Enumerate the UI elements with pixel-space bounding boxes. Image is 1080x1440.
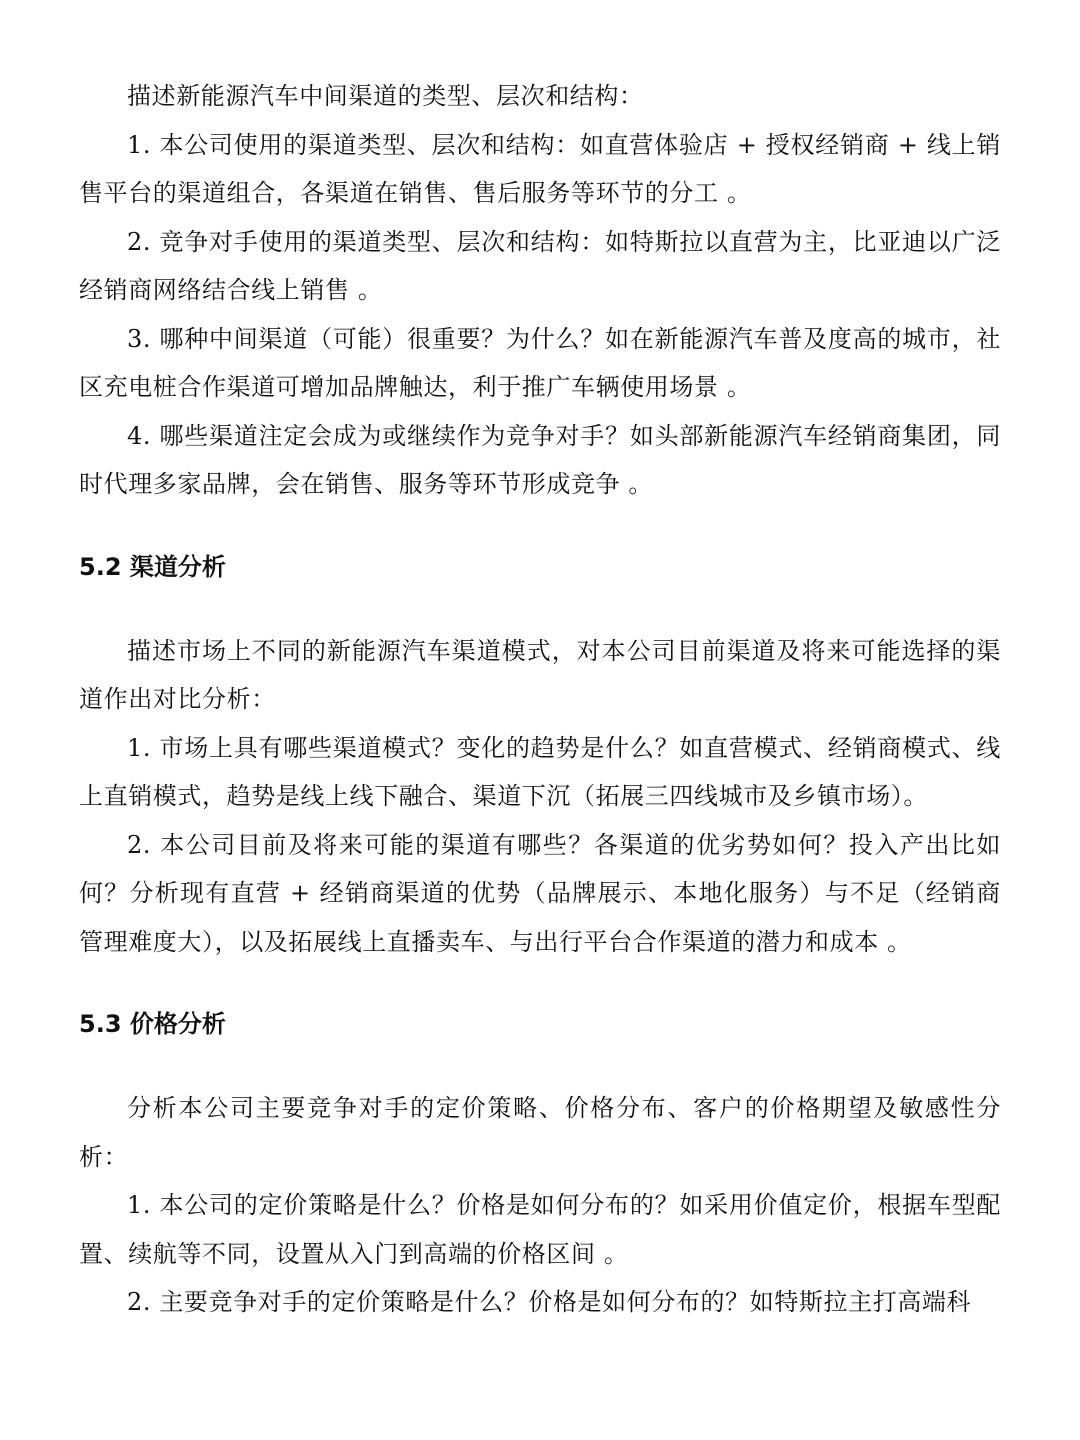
channels-intro: 描述新能源汽车中间渠道的类型、层次和结构： xyxy=(127,82,644,110)
document-page xyxy=(79,72,1001,1327)
section-heading-channel-analysis: 5.2 渠道分析 xyxy=(79,552,226,581)
channel-analysis-item-2: 2. 本公司目前及将来可能的渠道有哪些？各渠道的优劣势如何？投入产出比如何？分析现有直营 + 经销商渠道的优势（品牌展示、本地化服务）与不足（经销商管理难度大），以及拓展线上直播卖车、与出行平台合作渠道的潜力和成本 。 xyxy=(79,830,1001,956)
section-heading-price-analysis: 5.3 价格分析 xyxy=(79,1010,226,1038)
channels-item-2: 2. 竞争对手使用的渠道类型、层次和结构：如特斯拉以直营为主，比亚迪以广泛经销商网络结合线上销售 。 xyxy=(79,227,1001,304)
channel-analysis-intro: 描述市场上不同的新能源汽车渠道模式，对本公司目前渠道及将来可能选择的渠道作出对比分析： xyxy=(79,636,1001,713)
channel-analysis-item-1: 1. 市场上具有哪些渠道模式？变化的趋势是什么？如直营模式、经销商模式、线上直销模式，趋势是线上线下融合、渠道下沉（拓展三四线城市及乡镇市场）。 xyxy=(79,733,1001,810)
channels-item-4: 4. 哪些渠道注定会成为或继续作为竞争对手？如头部新能源汽车经销商集团，同时代理多家品牌，会在销售、服务等环节形成竞争 。 xyxy=(79,421,1001,498)
price-analysis-item-2: 2. 主要竞争对手的定价策略是什么？价格是如何分布的？如特斯拉主打高端科 xyxy=(127,1288,972,1316)
price-analysis-item-1: 1. 本公司的定价策略是什么？价格是如何分布的？如采用价值定价，根据车型配置、续航等不同，设置从入门到高端的价格区间 。 xyxy=(79,1191,1001,1268)
price-analysis-intro: 分析本公司主要竞争对手的定价策略、价格分布、客户的价格期望及敏感性分析： xyxy=(79,1094,1001,1171)
channels-item-3: 3. 哪种中间渠道（可能）很重要？为什么？如在新能源汽车普及度高的城市，社区充电桩合作渠道可增加品牌触达，利于推广车辆使用场景 。 xyxy=(79,324,1001,401)
channels-item-1: 1. 本公司使用的渠道类型、层次和结构：如直营体验店 + 授权经销商 + 线上销售平台的渠道组合，各渠道在销售、售后服务等环节的分工 。 xyxy=(79,130,1001,207)
